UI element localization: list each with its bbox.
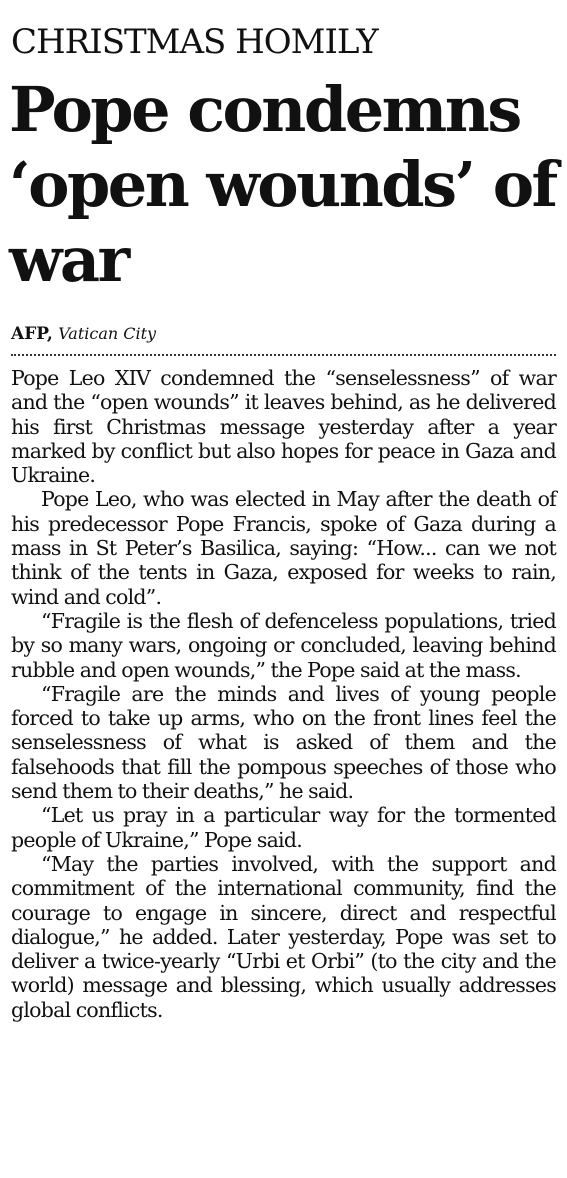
dotted-divider: [11, 354, 556, 356]
body-paragraph: “Fragile is the flesh of defenceless populations, tried by so many wars, ongoing or concluded, leaving behind rubble and open wounds,” the Pope said at the mass.: [11, 608, 556, 682]
body-paragraph: Pope Leo, who was elected in May after the death of his predecessor Pope Francis, spoke of Gaza during a mass in St Peter’s Basilica, saying: “How... can we not think of the tents in Gaza, exposed for weeks to rain, wind and cold”.: [11, 487, 556, 609]
headline: Pope condemns ‘open wounds’ of war: [9, 73, 556, 296]
byline: [11, 323, 556, 345]
news-article: [11, 0, 556, 1022]
byline-agency: AFP,: [11, 324, 53, 344]
body-paragraph: Pope Leo XIV condemned the “senselessness” of war and the “open wounds” it leaves behind, as he delivered his first Christmas message yesterday after a year marked by conflict but also hopes for peace in Gaza and Ukraine.: [11, 366, 556, 488]
byline-dateline: Vatican City: [58, 324, 157, 343]
body-paragraph: “May the parties involved, with the support and commitment of the international community, find the courage to engage in sincere, direct and respectful dialogue,” he added. Later yesterday, Pope was set to deliver a twice-yearly “Urbi et Orbi” (to the city and the world) message and blessing, which usually addresses global conflicts.: [11, 851, 556, 1022]
article-body: [11, 366, 556, 1022]
body-paragraph: “Fragile are the minds and lives of young people forced to take up arms, who on the front lines feel the senselessness of what is asked of them and the falsehoods that fill the pompous speeches of those who send them to their deaths,” he said.: [11, 681, 556, 804]
section-kicker: CHRISTMAS HOMILY: [11, 22, 378, 62]
body-paragraph: “Let us pray in a particular way for the tormented people of Ukraine,” Pope said.: [11, 803, 556, 852]
